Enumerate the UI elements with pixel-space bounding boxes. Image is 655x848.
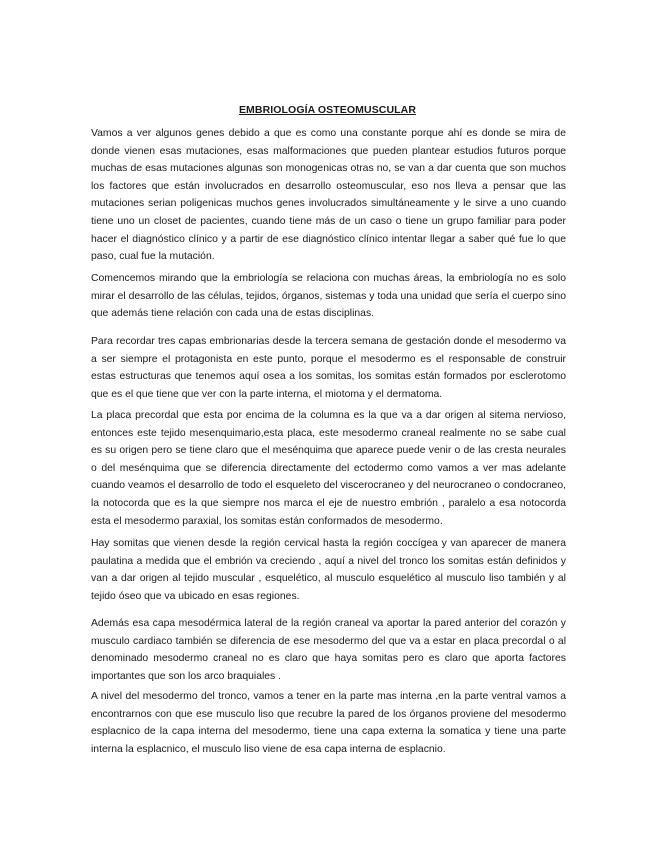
- paragraph-placa-precordal: La placa precordal que esta por encima de la columna es la que va a dar origen al sitema nervioso, entonces este tejido mesenquimario,esta placa, este mesodermo craneal realmente no se sabe cual es su origen pero se tiene claro que el mesénquima que aparece puede venir o de las cresta neurales o del mesénquima que se diferencia directamente del ectodermo como vamos a ver mas adelante cuando veamos el desarrollo de todo el esqueleto del viscerocraneo y del neurocraneo o condocraneo, la notocorda que es la que siempre nos marca el eje de nuestro embrión , paralelo a esa notocorda esta el mesodermo paraxial, los somitas están conformados de mesodermo.: [91, 410, 566, 527]
- document-title: EMBRIOLOGÍA OSTEOMUSCULAR: [238, 104, 417, 116]
- paragraph-genes: Vamos a ver algunos genes debido a que es como una constante porque ahí es donde se mira de donde vienen esas mutaciones, esas malformaciones que pueden plantear estudios futuros porque muchas de esas mutaciones algunas son monogenicas otras no, se van a dar cuenta que son muchos los factores que están involucrados en desarrollo osteomuscular, eso nos lleva a pensar que las mutaciones serian poligenicas muchos genes involucrados simultáneamente y le sirve a uno cuando tiene uno un closet de pacientes, cuando tiene más de un caso o tiene un grupo familiar para poder hacer el diagnóstico clínico y a partir de ese diagnóstico clínico intentar llegar a saber qué fue lo que paso, cual fue la mutación.: [91, 128, 566, 263]
- paragraph-mesodermo-tronco: A nivel del mesodermo del tronco, vamos a tener en la parte mas interna ,en la parte ventral vamos a encontrarnos con que ese musculo liso que recubre la pared de los órganos proviene del mesodermo esplacnico de la capa interna del mesodermo, tiene una capa externa la somatica y tiene una parte interna la esplacnico, el musculo liso viene de esa capa interna de esplacnio.: [91, 691, 566, 755]
- paragraph-capas-embrionarias: Para recordar tres capas embrionarias desde la tercera semana de gestación donde el mesodermo va a ser siempre el protagonista en este punto, porque el mesodermo es el responsable de construir estas estructuras que tenemos aquí osea a los somitas, los somitas están formados por esclerotomo que es el que tiene que ver con la parte interna, el miotoma y el dermatoma.: [91, 336, 566, 400]
- paragraph-embriologia: Comencemos mirando que la embriología se relaciona con muchas áreas, la embriología no es solo mirar el desarrollo de las células, tejidos, órganos, sistemas y toda una unidad que sería el cuerpo sino que además tiene relación con cada una de estas disciplinas.: [91, 273, 566, 320]
- paragraph-capa-mesodermica: Además esa capa mesodérmica lateral de la región craneal va aportar la pared anterior del corazón y musculo cardiaco también se diferencia de ese mesodermo del que va a estar en placa precordal o al denominado mesodermo craneal no es claro que haya somitas pero es claro que aporta factores importantes que son los arco braquiales .: [91, 618, 566, 682]
- paragraph-somitas: Hay somitas que vienen desde la región cervical hasta la región coccígea y van aparecer de manera paulatina a medida que el embrión va creciendo , aquí a nivel del tronco los somitas están definidos y van a dar origen al tejido muscular , esquelético, al musculo esquelético al musculo liso también y al tejido óseo que va ubicado en esas regiones.: [91, 538, 566, 602]
